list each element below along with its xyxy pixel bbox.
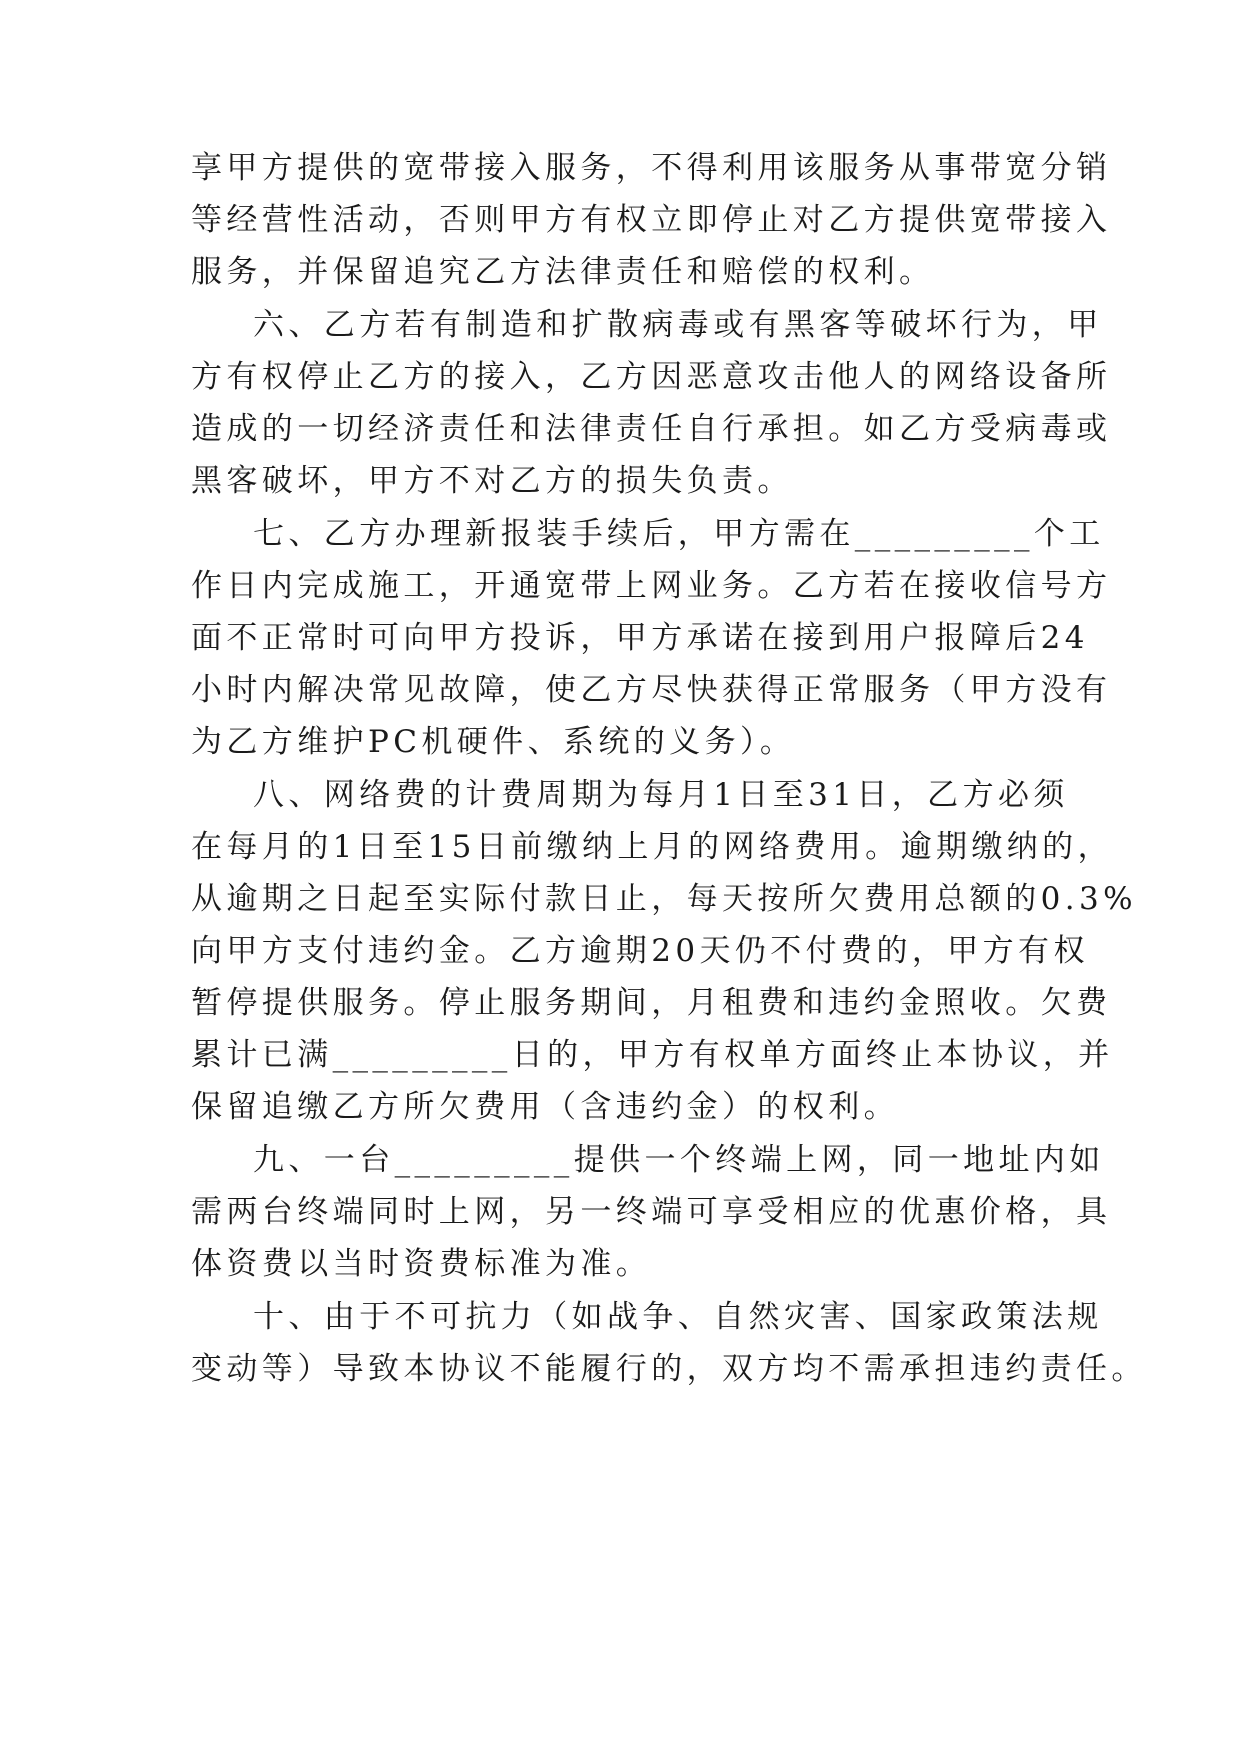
clause-ten-start: 十、由于不可抗力（如战争、自然灾害、国家政策法规 xyxy=(253,1299,1103,1335)
text-line: 需两台终端同时上网，另一终端可享受相应的优惠价格，具 xyxy=(191,1194,1112,1230)
text-line: 体资费以当时资费标准为准。 xyxy=(191,1246,652,1282)
text-line: 等经营性活动，否则甲方有权立即停止对乙方提供宽带接入 xyxy=(191,202,1112,238)
text-line: 累计已满_________日的，甲方有权单方面终止本协议，并 xyxy=(191,1037,1114,1073)
text-line: 暂停提供服务。停止服务期间，月租费和违约金照收。欠费 xyxy=(191,985,1112,1021)
clause-nine-start: 九、一台_________提供一个终端上网，同一地址内如 xyxy=(253,1142,1105,1178)
clause-six-start: 六、乙方若有制造和扩散病毒或有黑客等破坏行为，甲 xyxy=(253,307,1103,343)
text-line: 黑客破坏，甲方不对乙方的损失负责。 xyxy=(191,463,793,499)
text-line: 造成的一切经济责任和法律责任自行承担。如乙方受病毒或 xyxy=(191,411,1112,447)
text-line: 为乙方维护PC机硬件、系统的义务）。 xyxy=(191,724,796,760)
text-line: 面不正常时可向甲方投诉，甲方承诺在接到用户报障后24 xyxy=(191,620,1089,656)
text-line: 变动等）导致本协议不能履行的，双方均不需承担违约责任。 xyxy=(191,1351,1147,1387)
text-line: 方有权停止乙方的接入，乙方因恶意攻击他人的网络设备所 xyxy=(191,359,1112,395)
text-line: 向甲方支付违约金。乙方逾期20天仍不付费的，甲方有权 xyxy=(191,933,1089,969)
text-line: 在每月的1日至15日前缴纳上月的网络费用。逾期缴纳的， xyxy=(191,829,1113,865)
text-line: 保留追缴乙方所欠费用（含违约金）的权利。 xyxy=(191,1089,899,1125)
text-line: 享甲方提供的宽带接入服务，不得利用该服务从事带宽分销 xyxy=(191,150,1112,186)
text-line: 服务，并保留追究乙方法律责任和赔偿的权利。 xyxy=(191,254,935,290)
clause-eight-start: 八、网络费的计费周期为每月1日至31日，乙方必须 xyxy=(253,777,1069,813)
text-line: 小时内解决常见故障，使乙方尽快获得正常服务（甲方没有 xyxy=(191,672,1112,708)
clause-seven-start: 七、乙方办理新报装手续后，甲方需在_________个工 xyxy=(253,516,1105,552)
text-line: 作日内完成施工，开通宽带上网业务。乙方若在接收信号方 xyxy=(191,568,1112,604)
text-line: 从逾期之日起至实际付款日止，每天按所欠费用总额的0.3% xyxy=(191,881,1137,917)
